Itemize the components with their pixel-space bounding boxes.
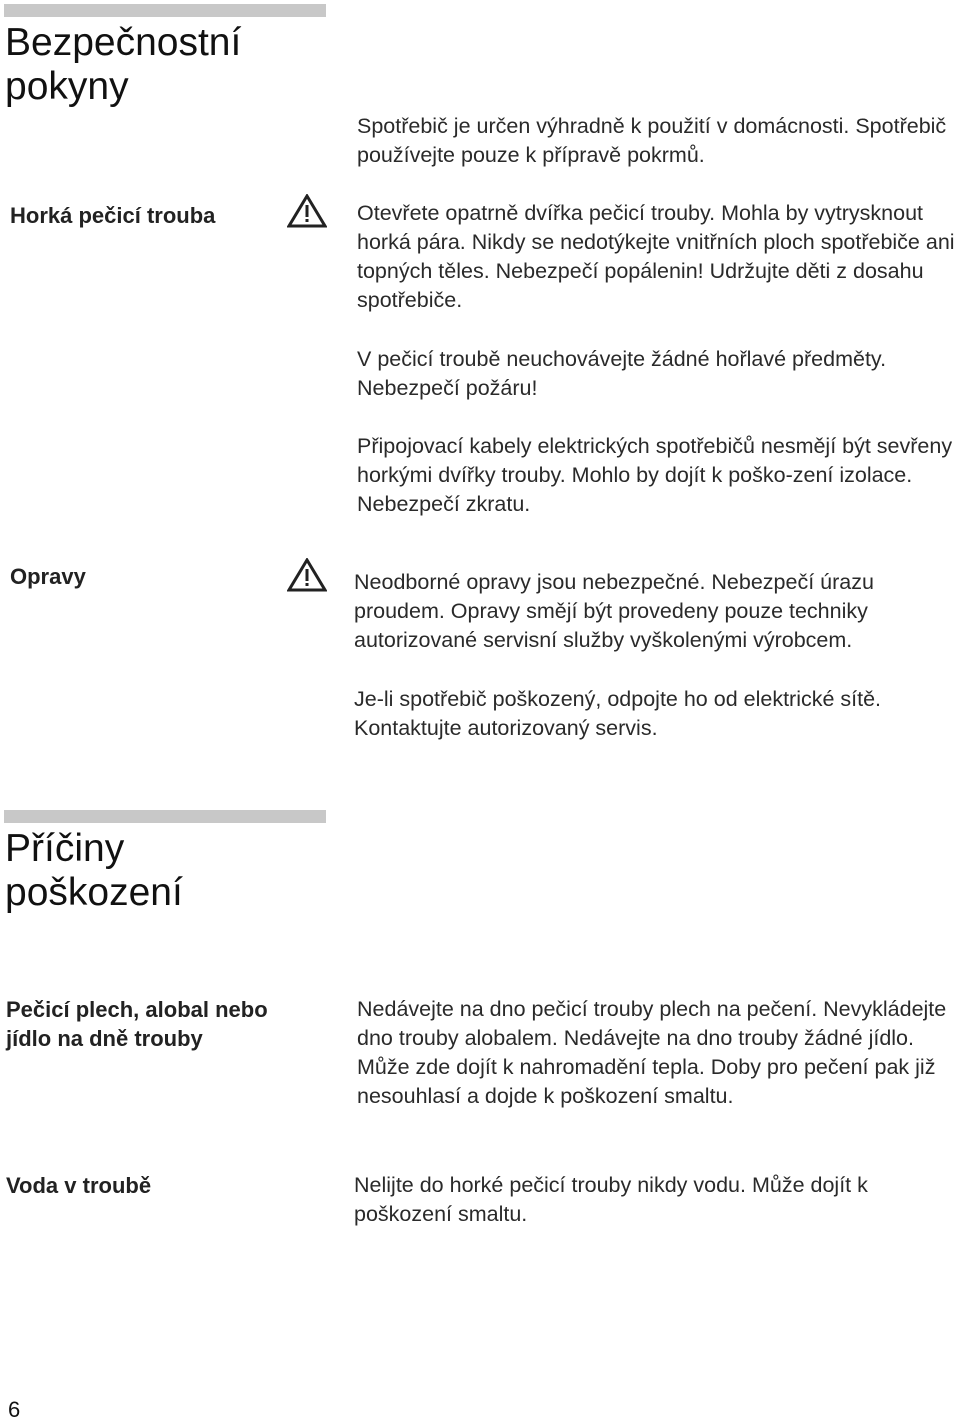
section-divider-bar <box>4 4 326 17</box>
hot-oven-label: Horká pečicí trouba <box>10 203 216 228</box>
water-paragraph: Nelijte do horké pečicí trouby nikdy vodu. Může dojít k poškození smaltu. <box>354 1173 868 1226</box>
title-line-1: Bezpečnostní <box>5 21 242 64</box>
intro-paragraph: Spotřebič je určen výhradně k použití v domácnosti. Spotřebič používejte pouze k přípravě pokrmů. <box>357 114 947 167</box>
water-label: Voda v troubě <box>6 1173 152 1198</box>
page-title-damage <box>5 827 183 915</box>
repairs-paragraph-2: Je-li spotřebič poškozený, odpojte ho od elektrické sítě. Kontaktujte autorizovaný servis. <box>354 687 882 740</box>
tray-label-line-2: jídlo na dně trouby <box>6 1026 203 1051</box>
hot-oven-paragraph-2: V pečicí troubě neuchovávejte žádné hořlavé předměty. Nebezpečí požáru! <box>357 347 887 400</box>
title-line-2: pokyny <box>5 65 129 108</box>
tray-label-line-1: Pečicí plech, alobal nebo <box>6 997 268 1022</box>
section-divider-bar <box>4 810 326 823</box>
tray-label <box>6 995 268 1053</box>
warning-triangle-icon <box>287 194 327 228</box>
warning-triangle-icon <box>287 558 327 592</box>
title-line-2: poškození <box>5 871 183 914</box>
repairs-label: Opravy <box>10 564 86 589</box>
hot-oven-paragraph-1: Otevřete opatrně dvířka pečicí trouby. Mohla by vytrysknout horká pára. Nikdy se nedotýkejte vnitřních ploch spotřebiče ani topných těles. Nebezpečí popálenin! Udržujte děti z dosahu spotřebiče. <box>357 201 955 312</box>
page-title-safety <box>5 21 241 109</box>
page-number: 6 <box>8 1397 21 1422</box>
hot-oven-paragraph-3: Připojovací kabely elektrických spotřebičů nesmějí být sevřeny horkými dvířky trouby. Mohlo by dojít k poško-zení izolace. Nebezpečí zkratu. <box>357 434 953 516</box>
tray-paragraph: Nedávejte na dno pečicí trouby plech na pečení. Nevykládejte dno trouby alobalem. Nedávejte na dno trouby žádné jídlo. Může zde dojít k nahromadění tepla. Doby pro pečení pak již nesouhlasí a dojde k poškození smaltu. <box>357 997 947 1108</box>
repairs-paragraph-1: Neodborné opravy jsou nebezpečné. Nebezpečí úrazu proudem. Opravy smějí být provedeny pouze techniky autorizované servisní služby vyškolenými výrobcem. <box>354 570 874 652</box>
title-line-1: Příčiny <box>5 827 125 870</box>
